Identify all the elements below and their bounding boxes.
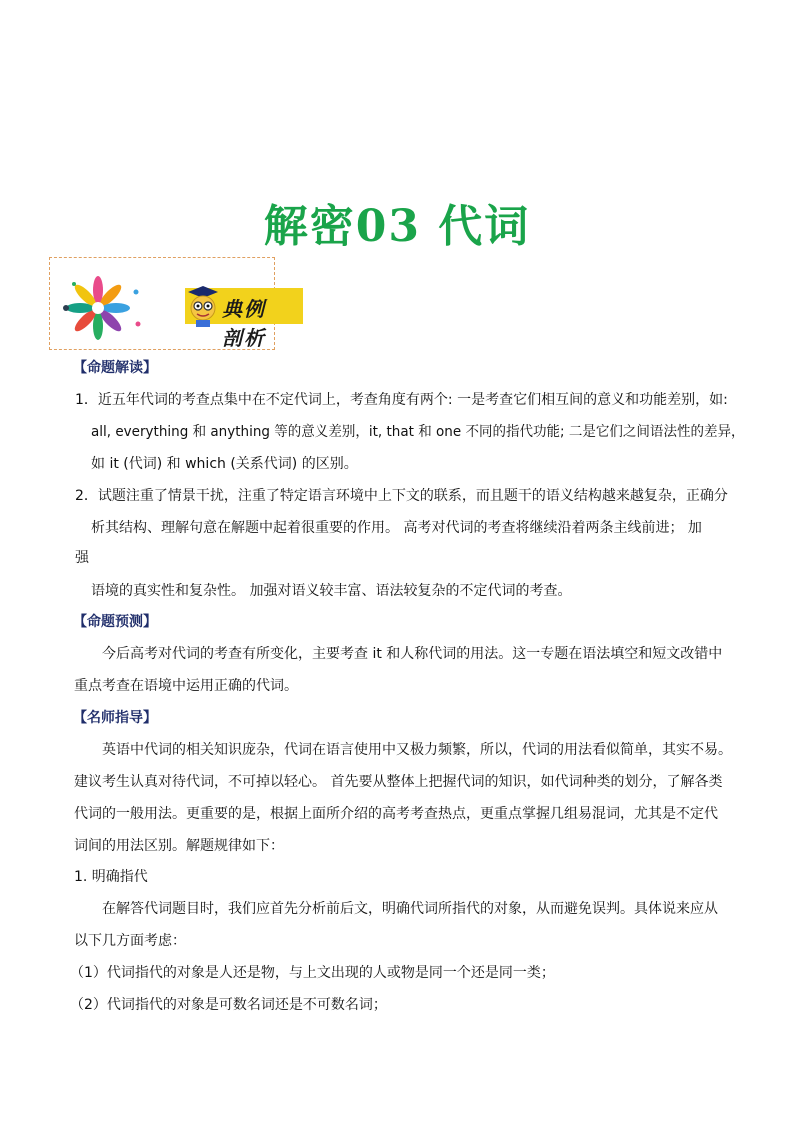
paragraph-line: 2．试题注重了情景干扰，注重了特定语言环境中上下文的联系，而且题干的语义结构越来越复杂，正确分 <box>75 488 728 504</box>
page-title: 解密03 代词 <box>263 201 531 252</box>
flower-logo-icon <box>60 272 180 342</box>
paragraph-line: 如 it (代词) 和 which (关系代词) 的区别。 <box>91 456 358 472</box>
section-heading-prediction: 【命题预测】 <box>73 614 157 630</box>
list-item: （2）代词指代的对象是可数名词还是不可数名词； <box>70 997 387 1013</box>
paragraph-line: 建议考生认真对待代词，不可掉以轻心。 首先要从整体上把握代词的知识，如代词种类的划分，了解各类 <box>74 774 723 790</box>
paragraph-line: 在解答代词题目时，我们应首先分析前后文，明确代词所指代的对象，从而避免误判。具体说来应从 <box>102 901 718 917</box>
paragraph-line: 今后高考对代词的考查有所变化，主要考查 it 和人称代词的用法。这一专题在语法填空和短文改错中 <box>102 646 723 662</box>
scholar-mascot-icon <box>186 284 220 328</box>
section-heading-guidance: 【名师指导】 <box>73 710 157 726</box>
subsection-heading: 1. 明确指代 <box>74 869 148 885</box>
paragraph-line: 英语中代词的相关知识庞杂，代词在语言使用中又极力频繁，所以，代词的用法看似简单，其实不易。 <box>102 742 732 758</box>
section-banner <box>49 257 275 350</box>
paragraph-line: 强 <box>75 550 89 566</box>
banner-label: 典例剖析 <box>222 297 266 350</box>
paragraph-line: all, everything 和 anything 等的意义差别，it, that 和 one 不同的指代功能; 二是它们之间语法性的差异， <box>91 424 745 440</box>
paragraph-line: 代词的一般用法。更重要的是，根据上面所介绍的高考考查热点，更重点掌握几组易混词，尤其是不定代 <box>74 806 718 822</box>
list-item: （1）代词指代的对象是人还是物，与上文出现的人或物是同一个还是同一类； <box>70 965 555 981</box>
paragraph-line: 重点考查在语境中运用正确的代词。 <box>74 678 298 694</box>
paragraph-line: 词间的用法区别。解题规律如下： <box>74 838 284 854</box>
paragraph-line: 析其结构、理解句意在解题中起着很重要的作用。 高考对代词的考查将继续沿着两条主线前进； 加 <box>91 520 702 536</box>
section-heading-interpretation: 【命题解读】 <box>73 360 157 376</box>
paragraph-line: 1．近五年代词的考查点集中在不定代词上，考查角度有两个: 一是考查它们相互间的意义和功能差别，如: <box>75 392 728 408</box>
paragraph-line: 语境的真实性和复杂性。 加强对语义较丰富、语法较复杂的不定代词的考查。 <box>91 583 572 599</box>
paragraph-line: 以下几方面考虑： <box>74 933 186 949</box>
